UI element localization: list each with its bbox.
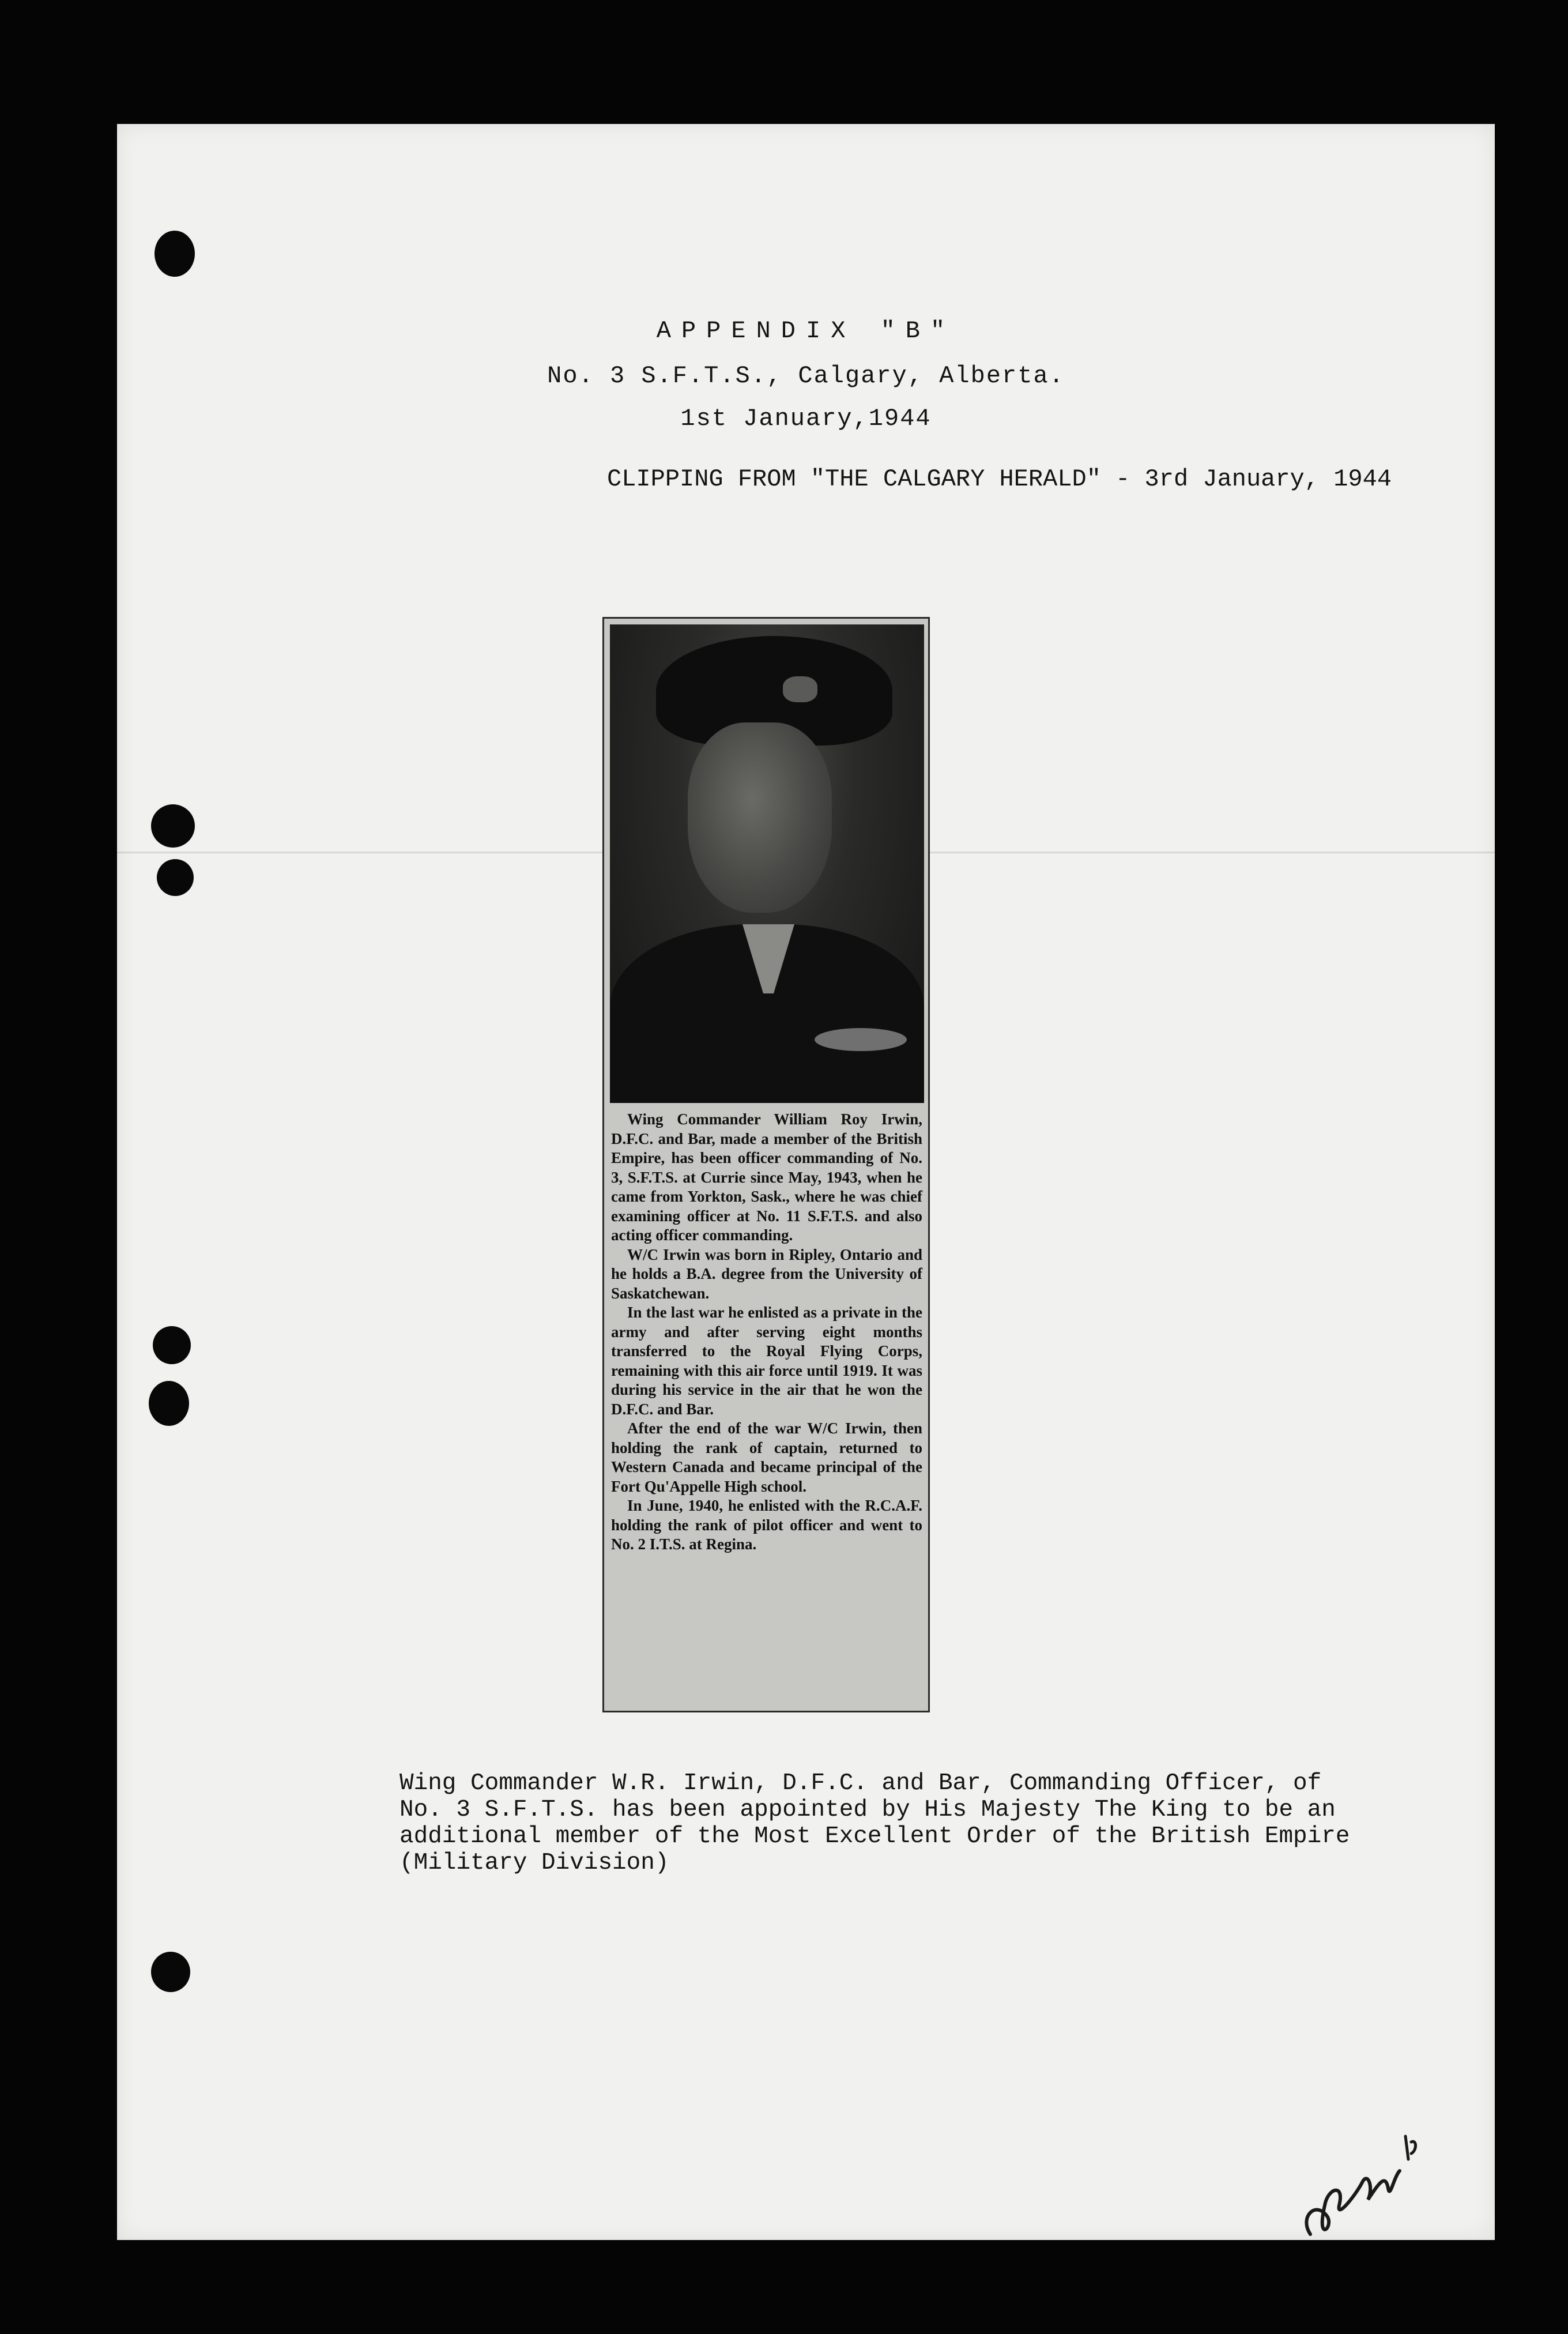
pilot-wings-badge — [815, 1028, 907, 1051]
clipping-article — [611, 1110, 922, 1554]
face — [688, 722, 832, 913]
announcement-text: Wing Commander W.R. Irwin, D.F.C. and Bar, Commanding Officer, of No. 3 S.F.T.S. has been appointed by His Majesty The King to be an additional member of the Most Excellent Order of the British Empire (Military Division) — [399, 1770, 1350, 1876]
appendix-title: APPENDIX "B" — [656, 317, 956, 345]
portrait-photo — [610, 624, 924, 1103]
newspaper-clipping — [602, 617, 930, 1712]
article-paragraph: In the last war he enlisted as a private in the army and after serving eight months transferred to the Royal Flying Corps, remaining with this air force until 1919. It was during his service in the air that he won the D.F.C. and Bar. — [611, 1304, 922, 1418]
article-paragraph: After the end of the war W/C Irwin, then holding the rank of captain, returned to Western Canada and became principal of the Fort Qu'Appelle High school. — [611, 1420, 922, 1495]
cap-badge — [783, 676, 817, 702]
article-paragraph: In June, 1940, he enlisted with the R.C.A.F. holding the rank of pilot officer and went to No. 2 I.T.S. at Regina. — [611, 1497, 922, 1553]
date-line: 1st January,1944 — [680, 405, 932, 432]
punch-hole — [151, 804, 195, 848]
document-page — [117, 124, 1495, 2240]
clipping-source-line: CLIPPING FROM "THE CALGARY HERALD" - 3rd January, 1944 — [607, 465, 1392, 493]
punch-hole — [157, 859, 194, 896]
punch-hole — [151, 1952, 190, 1992]
article-paragraph: W/C Irwin was born in Ripley, Ontario and he holds a B.A. degree from the University of Saskatchewan. — [611, 1245, 922, 1302]
punch-hole — [149, 1381, 189, 1426]
handwritten-signature — [1293, 2119, 1420, 2252]
unit-line: No. 3 S.F.T.S., Calgary, Alberta. — [547, 362, 1065, 390]
article-paragraph: Wing Commander William Roy Irwin, D.F.C. and Bar, made a member of the British Empire, has been officer commanding of No. 3, S.F.T.S. at Currie since May, 1943, when he came from Yorkton, Sask., where he was chief examining officer at No. 11 S.F.T.S. and also acting officer commanding. — [611, 1110, 922, 1244]
punch-hole — [153, 1326, 191, 1364]
punch-hole — [154, 231, 195, 277]
